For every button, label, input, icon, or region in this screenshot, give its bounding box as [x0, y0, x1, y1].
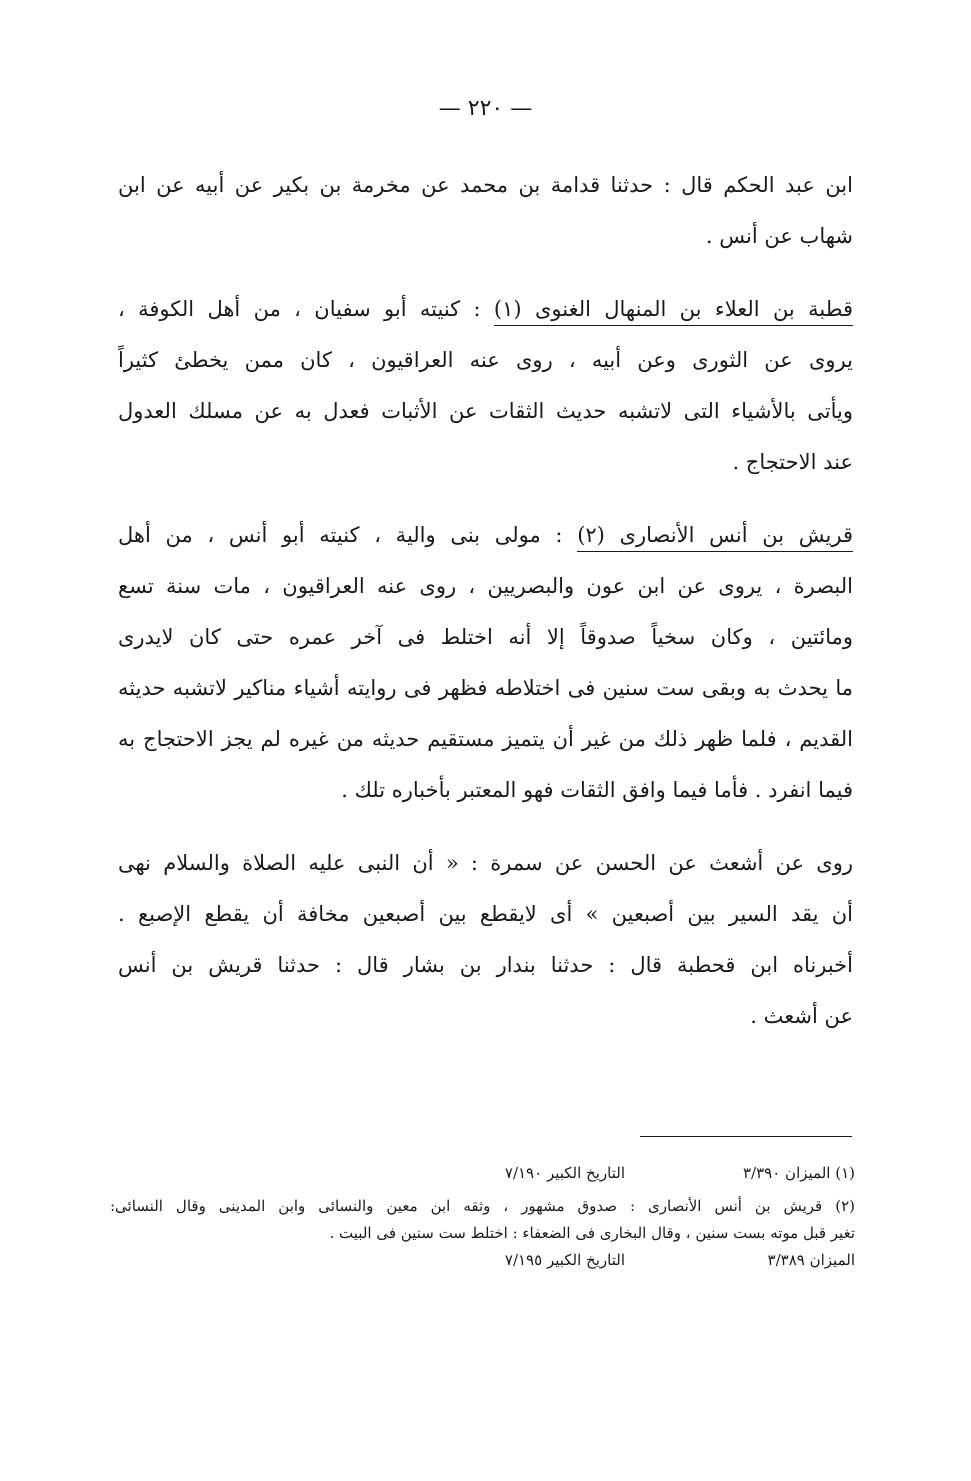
entry-first-line	[118, 284, 853, 335]
text-line: أن يقد السير بين أصبعين » أى لايقطع بين أصبعين مخافة أن يقطع الإصبع .	[118, 902, 853, 926]
footnote-divider	[640, 1136, 852, 1137]
text-line: ويأتى بالأشياء التى لاتشبه حديث الثقات عن الأثبات فعدل به عن مسلك العدول	[118, 399, 853, 423]
footnote-2-refs	[110, 1247, 855, 1274]
page-number: — ٢٢٠ —	[438, 96, 533, 121]
text-line: عند الاحتجاج .	[732, 450, 853, 474]
footnote-2-line: (٢) قريش بن أنس الأنصارى : صدوق مشهور ، وثقه ابن معين والنسائى وابن المدينى وقال النسائى:	[110, 1197, 855, 1215]
text-run: : كنيته أبو سفيان ، من أهل الكوفة ،	[118, 297, 494, 321]
text-line: شهاب عن أنس .	[705, 224, 853, 248]
text-line: عن أشعث .	[750, 1004, 853, 1028]
text-line: البصرة ، يروى عن ابن عون والبصريين ، روى عنه العراقيون ، مات سنة تسع	[118, 574, 853, 598]
paragraph-3	[118, 510, 853, 816]
text-line: روى عن أشعث عن الحسن عن سمرة : « أن النبى عليه الصلاة والسلام نهى	[118, 851, 853, 875]
footnote-1-ref-b: التاريخ الكبير ٧/١٩٠	[504, 1164, 625, 1182]
footnote-2-ref-b: التاريخ الكبير ٧/١٩٥	[504, 1251, 625, 1269]
entry-first-line	[118, 510, 853, 561]
paragraph-1	[118, 160, 853, 262]
footnote-1	[110, 1160, 855, 1187]
footnote-2-line: تغير قبل موته بست سنين ، وقال البخارى فى الضعفاء : اختلط ست سنين فى البيت .	[329, 1224, 855, 1242]
text-line: أخبرناه ابن قحطبة قال : حدثنا بندار بن بشار قال : حدثنا قريش بن أنس	[118, 953, 853, 977]
footnotes	[110, 1160, 855, 1274]
footnote-2-ref-a: الميزان ٣/٣٨٩	[767, 1251, 855, 1269]
text-line: القديم ، فلما ظهر ذلك من غير أن يتميز مستقيم حديثه من غيره لم يجز الاحتجاج به	[118, 727, 853, 751]
text-line: فيما انفرد . فأما فيما وافق الثقات فهو المعتبر بأخباره تلك .	[341, 778, 853, 802]
paragraph-2	[118, 284, 853, 488]
text-line: ما يحدث به وبقى ست سنين فى اختلاطه فظهر فى روايته أشياء مناكير لاتشبه حديثه	[118, 676, 853, 700]
paragraph-4	[118, 838, 853, 1042]
entry-heading: قطبة بن العلاء بن المنهال الغنوى (١)	[494, 297, 853, 326]
footnote-1-ref-a: (١) الميزان ٣/٣٩٠	[743, 1164, 855, 1182]
text-line: ابن عبد الحكم قال : حدثنا قدامة بن محمد عن مخرمة بن بكير عن أبيه عن ابن	[118, 173, 853, 197]
text-line: ومائتين ، وكان سخياً صدوقاً إلا أنه اختلط فى آخر عمره حتى كان لايدرى	[118, 625, 853, 649]
entry-heading: قريش بن أنس الأنصارى (٢)	[577, 523, 853, 552]
main-text	[118, 160, 853, 1042]
text-line: يروى عن الثورى وعن أبيه ، روى عنه العراقيون ، كان ممن يخطئ كثيراً	[118, 348, 853, 372]
text-run: : مولى بنى والية ، كنيته أبو أنس ، من أهل	[118, 523, 578, 547]
